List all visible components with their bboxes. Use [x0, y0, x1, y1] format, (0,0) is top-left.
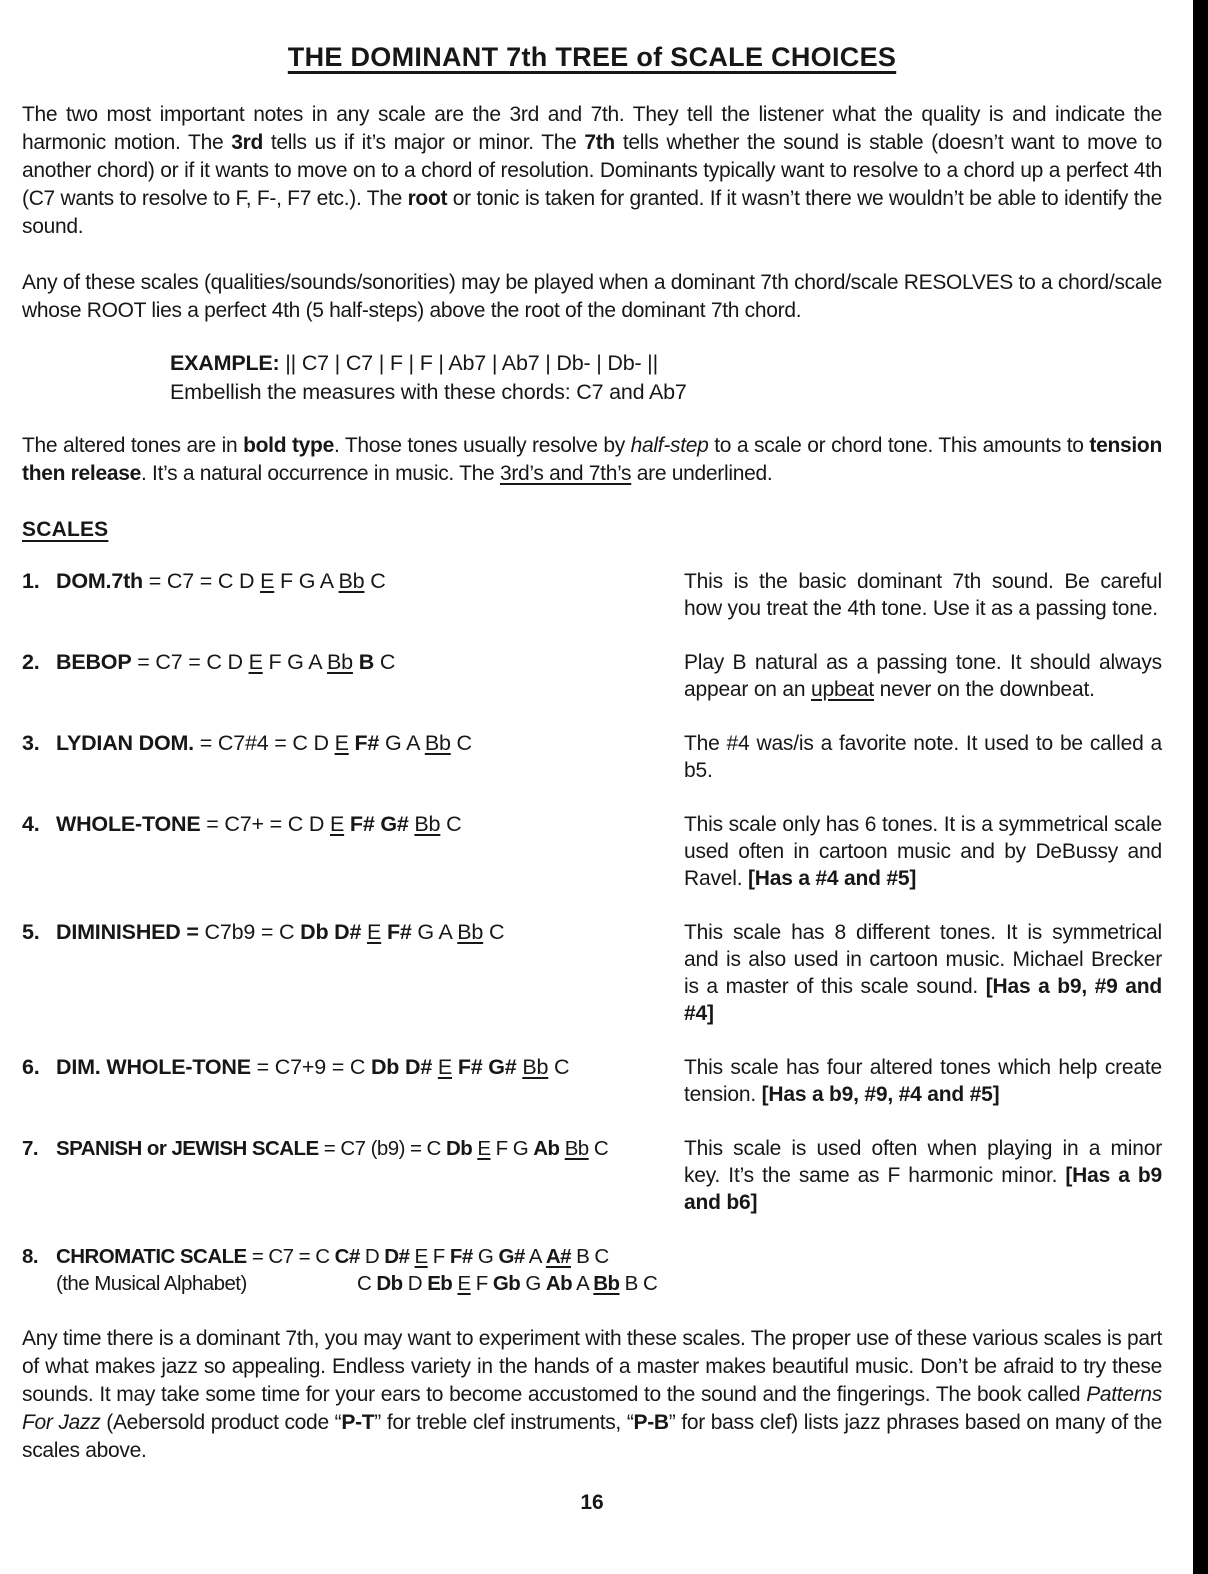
scale-number-spacer: [22, 1270, 56, 1297]
scale-sublabel: (the Musical Alphabet): [56, 1272, 247, 1295]
scale-formula-line: [22, 730, 684, 757]
scale-description: This scale has 8 different tones. It is symmetrical and is also used in cartoon music. Michael Brecker is a master of this scale sound. [Has a b9, #9 and #4]: [684, 921, 1162, 1025]
resolve-paragraph: Any of these scales (qualities/sounds/sonorities) may be played when a dominant 7th chord/scale RESOLVES to a chord/scale whose ROOT lies a perfect 4th (5 half-steps) above the root of the dominant 7th chord.: [22, 271, 1162, 322]
scale-row: [22, 919, 1162, 1027]
scale-number: 5.: [22, 920, 40, 944]
scale-formula-line: [22, 1135, 684, 1162]
scale-formula: BEBOP = C7 = C D E F G A Bb B C: [56, 650, 396, 674]
scale-formula-line: [22, 1243, 684, 1270]
scale-formula: DOM.7th = C7 = C D E F G A Bb C: [56, 569, 386, 593]
example-progression-line: [170, 349, 1162, 378]
scale-left-column: [22, 1243, 684, 1297]
scale-row: [22, 1243, 1162, 1297]
page-number: 16: [580, 1491, 604, 1514]
scale-formula-line: [22, 1054, 684, 1081]
intro-paragraph: The two most important notes in any scale are the 3rd and 7th. They tell the listener what the quality is and indicate the harmonic motion. The 3rd tells us if it’s major or minor. The 7th tells whether the sound is stable (doesn’t want to move to another chord) or if it wants to move on to a chord of resolution. Dominants typically want to resolve to a chord up a perfect 4th (C7 wants to resolve to F, F-, F7 etc.). The root or tonic is taken for granted. If it wasn’t there we wouldn’t be able to identify the sound.: [22, 103, 1162, 238]
scale-formula: CHROMATIC SCALE = C7 = C C# D D# E F F# G G# A A# B C: [56, 1245, 609, 1268]
scale-left-column: [22, 811, 684, 838]
scale-description: The #4 was/is a favorite note. It used to be called a b5.: [684, 732, 1162, 782]
scales-heading: SCALES: [22, 518, 109, 541]
scale-formula: LYDIAN DOM. = C7#4 = C D E F# G A Bb C: [56, 731, 472, 755]
scale-left-column: [22, 919, 684, 946]
scale-number: 1.: [22, 569, 40, 593]
example-progression: || C7 | C7 | F | F | Ab7 | Ab7 | Db- | Db- ||: [285, 351, 658, 375]
scale-description: This scale has four altered tones which help create tension. [Has a b9, #9, #4 and #5]: [684, 1056, 1162, 1106]
example-label: EXAMPLE:: [170, 351, 280, 375]
outro-paragraph: Any time there is a dominant 7th, you may want to experiment with these scales. The proper use of these various scales is part of what makes jazz so appealing. Endless variety in the hands of a master makes beautiful music. Don’t be afraid to try these sounds. It may take some time for your ears to become accustomed to the sound and the fingerings. The book called Patterns For Jazz (Aebersold product code “P-T” for treble clef instruments, “P-B” for bass clef) lists jazz phrases based on many of the scales above.: [22, 1327, 1162, 1462]
scale-number: 3.: [22, 731, 40, 755]
scale-number: 2.: [22, 650, 40, 674]
scale-left-column: [22, 1135, 684, 1162]
scale-formula-line: [22, 811, 684, 838]
scale-formula-line: [22, 568, 684, 595]
scale-formula-line: [22, 919, 684, 946]
scale-number: 8.: [22, 1245, 38, 1268]
scale-left-column: [22, 730, 684, 757]
scale-number: 4.: [22, 812, 40, 836]
scale-description: Play B natural as a passing tone. It should always appear on an upbeat never on the downbeat.: [684, 651, 1162, 701]
scale-formula: SPANISH or JEWISH SCALE = C7 (b9) = C Db E F G Ab Bb C: [56, 1137, 609, 1160]
scale-description: This is the basic dominant 7th sound. Be careful how you treat the 4th tone. Use it as a passing tone.: [684, 570, 1162, 620]
scale-row: [22, 811, 1162, 892]
page-title: THE DOMINANT 7th TREE of SCALE CHOICES: [287, 42, 897, 72]
scale-left-column: [22, 1054, 684, 1081]
scale-left-column: [22, 568, 684, 595]
scale-formula-line: [22, 649, 684, 676]
altered-tones-paragraph: The altered tones are in bold type. Those tones usually resolve by half-step to a scale or chord tone. This amounts to tension then release. It’s a natural occurrence in music. The 3rd’s and 7th’s are underlined.: [22, 434, 1162, 485]
scale-formula-2: C Db D Eb E F Gb G Ab A Bb B C: [357, 1272, 658, 1295]
scale-row: [22, 1054, 1162, 1108]
scale-row: [22, 649, 1162, 703]
example-block: [170, 349, 1162, 407]
scale-row: [22, 568, 1162, 622]
scale-formula: WHOLE-TONE = C7+ = C D E F# G# Bb C: [56, 812, 462, 836]
scale-formula: DIMINISHED = C7b9 = C Db D# E F# G A Bb C: [56, 920, 505, 944]
scale-formula: DIM. WHOLE-TONE = C7+9 = C Db D# E F# G# Bb C: [56, 1055, 570, 1079]
scale-number: 6.: [22, 1055, 40, 1079]
example-instruction: Embellish the measures with these chords: C7 and Ab7: [170, 380, 687, 404]
scale-row: [22, 1135, 1162, 1216]
scale-formula-line-2: [22, 1270, 684, 1297]
scale-number: 7.: [22, 1137, 38, 1160]
scale-row: [22, 730, 1162, 784]
scale-description: This scale is used often when playing in a minor key. It’s the same as F harmonic minor. [Has a b9 and b6]: [684, 1137, 1162, 1214]
scale-left-column: [22, 649, 684, 676]
scales-list: [22, 568, 1162, 1297]
scale-description: This scale only has 6 tones. It is a symmetrical scale used often in cartoon music and by DeBussy and Ravel. [Has a #4 and #5]: [684, 813, 1162, 890]
